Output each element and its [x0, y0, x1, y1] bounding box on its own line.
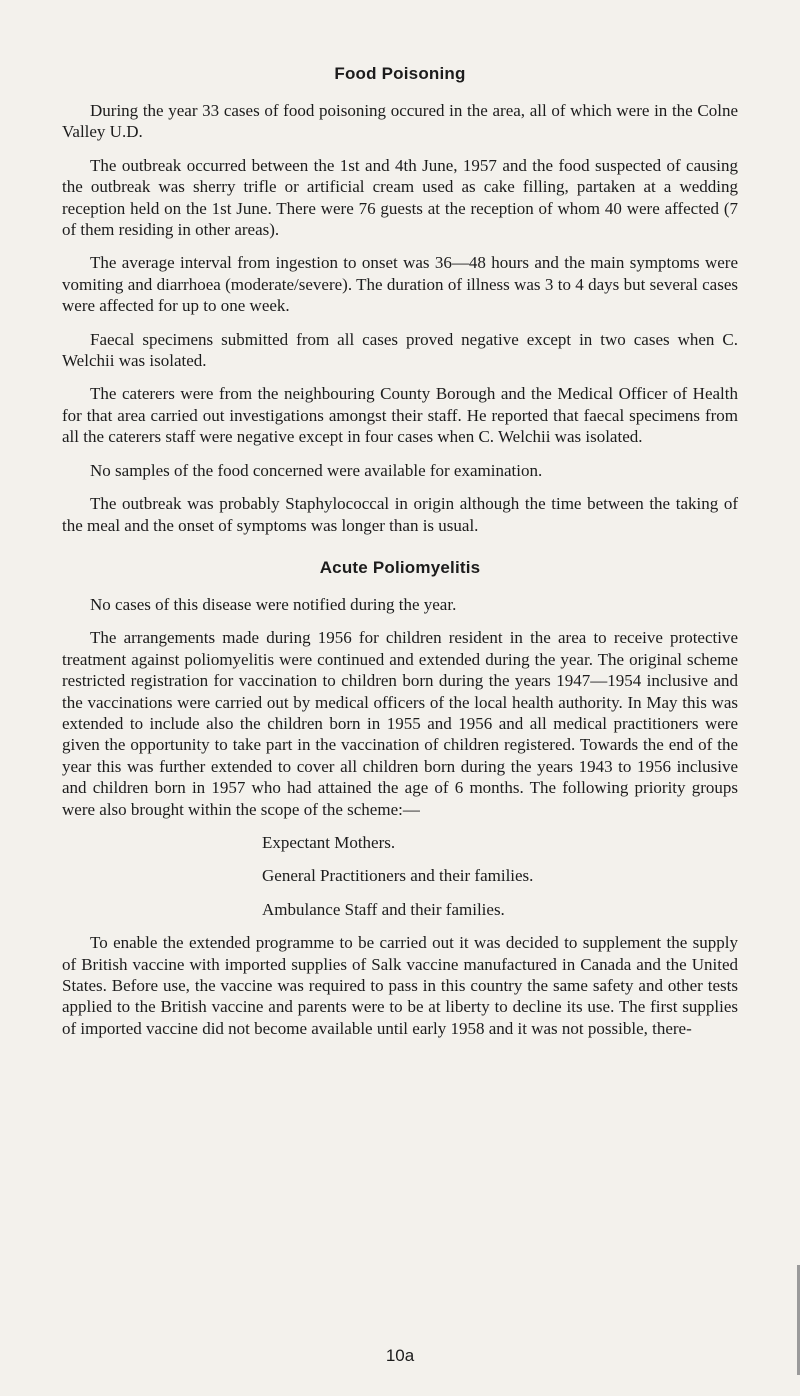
paragraph: The outbreak occurred between the 1st and 4th June, 1957 and the food suspected of causing the outbreak was sherry trifle or artificial cream used as cake filling, partaken at a wedding reception held on the 1st June. There were 76 guests at the reception of whom 40 were affected (7 of them residing in other areas). [62, 155, 738, 240]
priority-group-item: Ambulance Staff and their families. [262, 899, 505, 919]
paragraph: The average interval from ingestion to onset was 36—48 hours and the main symptoms were vomiting and diarrhoea (moderate/severe). The duration of illness was 3 to 4 days but several cases were affected for up to one week. [62, 253, 738, 316]
paragraph: No cases of this disease were notified during the year. [90, 594, 457, 614]
paragraph: No samples of the food concerned were available for examination. [90, 460, 543, 480]
section-heading-food-poisoning: Food Poisoning [334, 64, 466, 83]
priority-group-item: General Practitioners and their families. [262, 866, 534, 886]
paragraph: The caterers were from the neighbouring County Borough and the Medical Officer of Health for that area carried out investigations amongst their staff. He reported that faecal specimens from all the caterers staff were negative except in four cases when C. Welchii was isolated. [62, 384, 738, 447]
priority-group-item: Expectant Mothers. [262, 832, 396, 852]
paragraph: Faecal specimens submitted from all cases proved negative except in two cases when C. Welchii was isolated. [62, 329, 738, 371]
paragraph: The outbreak was probably Staphylococcal in origin although the time between the taking of the meal and the onset of symptoms was longer than is usual. [62, 494, 738, 535]
paragraph: During the year 33 cases of food poisoning occured in the area, all of which were in the Colne Valley U.D. [62, 101, 738, 142]
section-heading-acute-poliomyelitis: Acute Poliomyelitis [319, 557, 481, 577]
paragraph: To enable the extended programme to be carried out it was decided to supplement the supply of British vaccine with imported supplies of Salk vaccine manufactured in Canada and the United States. Before use, the vaccine was required to pass in this country the same safety and other tests applied to the British vaccine and parents were to be at liberty to decline its use. The first supplies of imported vaccine did not become available until early 1958 and it was not possible, there- [62, 933, 738, 1038]
document-page [62, 64, 738, 1051]
paragraph: The arrangements made during 1956 for children resident in the area to receive protective treatment against poliomyelitis were continued and extended during the year. The original scheme restricted registration for vaccination to children born during the years 1947—1954 inclusive and the vaccinations were carried out by medical officers of the local health authority. In May this was extended to include also the children born in 1955 and 1956 and all medical practitioners were given the opportunity to take part in the vaccination of children registered. Towards the end of the year this was further extended to cover all children born during the years 1943 to 1956 inclusive and children born in 1957 who had attained the age of 6 months. The following priority groups were also brought within the scope of the scheme:— [62, 628, 738, 819]
page-number: 10a [385, 1346, 415, 1365]
